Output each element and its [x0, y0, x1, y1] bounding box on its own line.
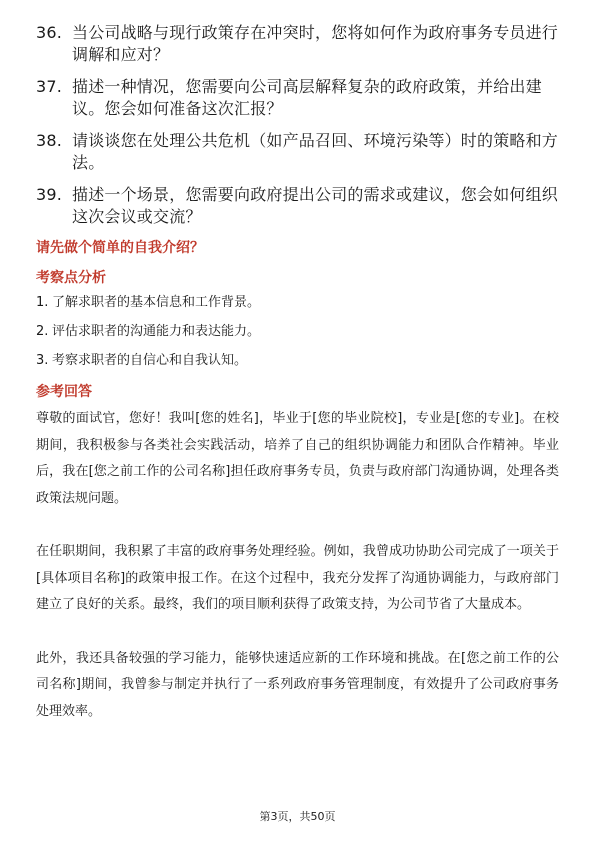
question-list — [36, 22, 559, 228]
answer-paragraph: 此外，我还具备较强的学习能力，能够快速适应新的工作环境和挑战。在[您之前工作的公司名称]期间，我曾参与制定并执行了一系列政府事务管理制度，有效提升了公司政府事务处理效率。 — [36, 650, 559, 719]
question-number: 37. — [36, 77, 63, 96]
question-item — [36, 184, 559, 228]
question-item — [36, 130, 559, 174]
question-item — [36, 76, 559, 120]
question-text: 描述一个场景，您需要向政府提出公司的需求或建议，您会如何组织这次会议或交流？ — [72, 185, 559, 226]
point-text: 评估求职者的沟通能力和表达能力。 — [52, 324, 261, 339]
question-item — [36, 22, 559, 66]
question-number: 36. — [36, 23, 63, 42]
point-text: 了解求职者的基本信息和工作背景。 — [52, 295, 261, 310]
point-number: 3. — [36, 353, 49, 368]
point-number: 1. — [36, 295, 49, 310]
answer-paragraph: 尊敬的面试官，您好！我叫[您的姓名]，毕业于[您的毕业院校]，专业是[您的专业]。在校期间，我积极参与各类社会实践活动，培养了自己的组织协调能力和团队合作精神。毕业后，我在[您之前工作的公司名称]担任政府事务专员，负责与政府部门沟通协调，处理各类政策法规问题。 — [36, 411, 559, 506]
question-number: 39. — [36, 185, 63, 204]
answer-paragraph: 在任职期间，我积累了丰富的政府事务处理经验。例如，我曾成功协助公司完成了一项关于[具体项目名称]的政策申报工作。在这个过程中，我充分发挥了沟通协调能力，与政府部门建立了良好的关系。最终，我们的项目顺利获得了政策支持，为公司节省了大量成本。 — [36, 544, 559, 612]
answer-heading: 参考回答 — [36, 384, 92, 400]
question-text: 当公司战略与现行政策存在冲突时，您将如何作为政府事务专员进行调解和应对？ — [72, 23, 559, 64]
main-question-heading: 请先做个简单的自我介绍？ — [36, 240, 204, 256]
analysis-point — [36, 323, 559, 341]
question-number: 38. — [36, 131, 63, 150]
analysis-point — [36, 294, 559, 312]
analysis-heading: 考察点分析 — [36, 270, 106, 286]
page-number: 第3页，共50页 — [259, 810, 336, 823]
question-text: 描述一种情况，您需要向公司高层解释复杂的政府政策，并给出建议。您会如何准备这次汇报？ — [72, 77, 542, 118]
point-text: 考察求职者的自信心和自我认知。 — [52, 353, 248, 368]
question-text: 请谈谈您在处理公共危机（如产品召回、环境污染等）时的策略和方法。 — [72, 131, 559, 172]
page-footer — [0, 810, 595, 824]
analysis-point — [36, 352, 559, 370]
point-number: 2. — [36, 324, 49, 339]
analysis-point-list — [36, 294, 559, 370]
